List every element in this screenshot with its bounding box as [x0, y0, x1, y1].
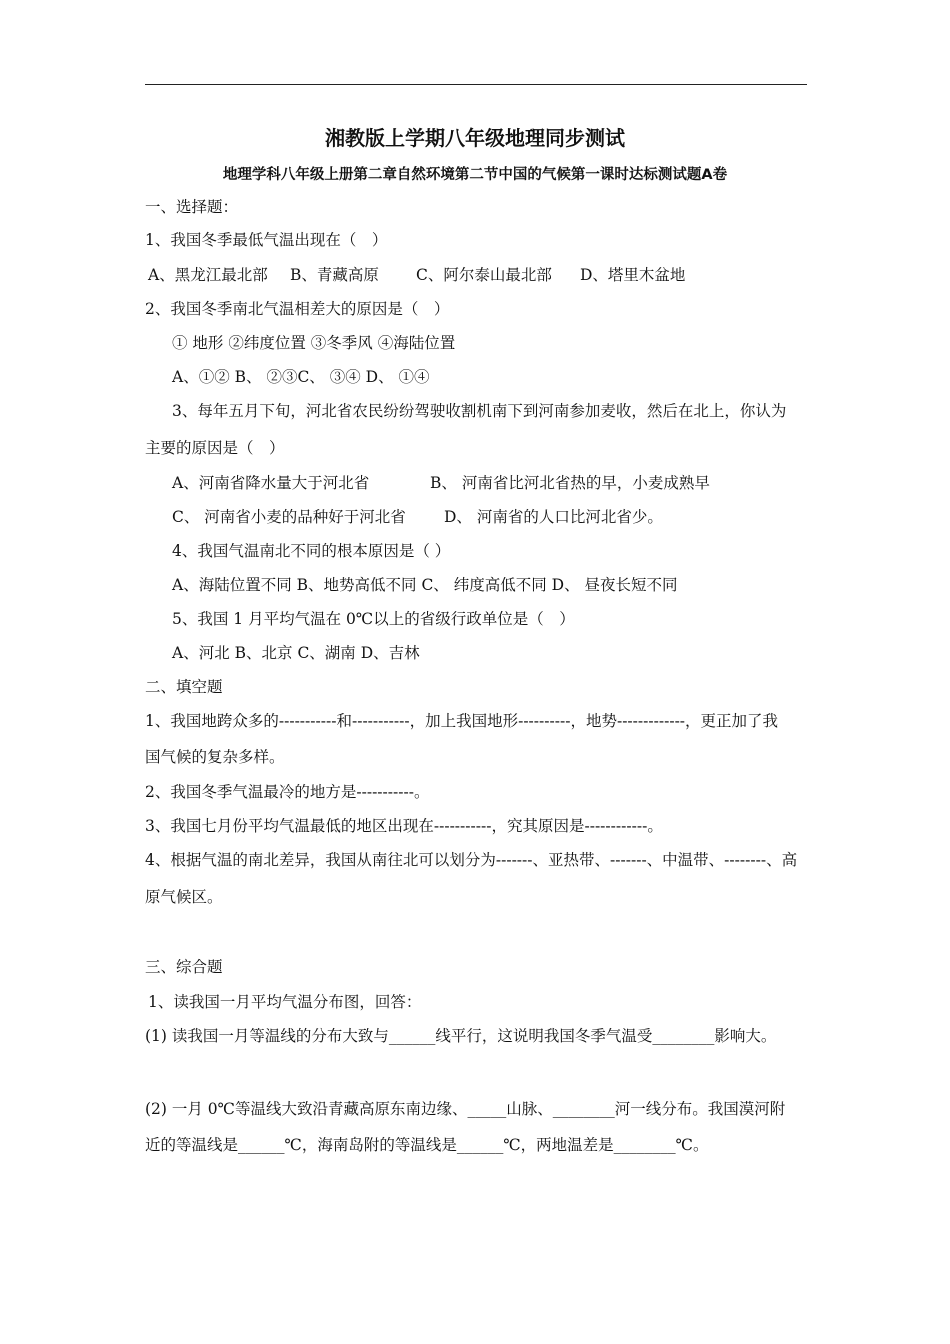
fill-q1-line2: 国气候的复杂多样。: [145, 748, 285, 766]
q3-options-row2: [172, 507, 663, 527]
q4-options: A、海陆位置不同 B、地势高低不同 C、 纬度高低不同 D、 昼夜长短不同: [172, 576, 678, 594]
q3-options-row1: [172, 473, 710, 493]
q2-options: A、①② B、 ②③C、 ③④ D、 ①④: [172, 368, 430, 386]
q3-option-c: C、 河南省小麦的品种好于河北省: [172, 508, 406, 526]
comp-q1-part2-line2: 近的等温线是______℃，海南岛附的等温线是______℃，两地温差是________℃。: [145, 1136, 709, 1154]
q1-option-d: D、塔里木盆地: [580, 266, 686, 284]
q1-stem: 1、我国冬季最低气温出现在（ ）: [145, 231, 388, 249]
fill-q2: 2、我国冬季气温最冷的地方是-----------。: [145, 783, 430, 801]
q2-stem: 2、我国冬季南北气温相差大的原因是（ ）: [145, 300, 450, 318]
q3-stem-line2: 主要的原因是（ ）: [145, 439, 285, 457]
page-subtitle: 地理学科八年级上册第二章自然环境第二节中国的气候第一课时达标测试题A卷: [222, 167, 728, 183]
q3-option-d: D、 河南省的人口比河北省少。: [444, 508, 663, 526]
q3-option-b: B、 河南省比河北省热的早，小麦成熟早: [430, 474, 710, 492]
q5-options: A、河北 B、北京 C、湖南 D、吉林: [172, 644, 420, 662]
q5-stem: 5、我国 1 月平均气温在 0℃以上的省级行政单位是（ ）: [172, 610, 575, 628]
section2-heading: 二、填空题: [145, 678, 223, 696]
comp-q1: 1、读我国一月平均气温分布图，回答：: [148, 993, 422, 1011]
q1-option-b: B、青藏高原: [290, 266, 379, 284]
comp-q1-part1: (1) 读我国一月等温线的分布大致与______线平行，这说明我国冬季气温受________影响大。: [145, 1027, 777, 1045]
q4-stem: 4、我国气温南北不同的根本原因是（ ）: [172, 542, 451, 560]
q3-option-a: A、河南省降水量大于河北省: [172, 474, 370, 492]
page-title: 湘教版上学期八年级地理同步测试: [325, 126, 625, 150]
q1-option-c: C、阿尔泰山最北部: [416, 266, 552, 284]
fill-q4-line1: 4、根据气温的南北差异，我国从南往北可以划分为-------、亚热带、-------、中温带、--------、高: [145, 851, 798, 869]
q2-items: ① 地形 ②纬度位置 ③冬季风 ④海陆位置: [172, 334, 456, 352]
section3-heading: 三、综合题: [145, 958, 223, 976]
fill-q4-line2: 原气候区。: [145, 888, 223, 906]
section1-heading: 一、选择题：: [145, 198, 239, 216]
fill-q3: 3、我国七月份平均气温最低的地区出现在-----------，究其原因是------------。: [145, 817, 663, 835]
comp-q1-part2-line1: (2) 一月 0℃等温线大致沿青藏高原东南边缘、_____山脉、________河一线分布。我国漠河附: [145, 1100, 786, 1118]
q3-stem-line1: 3、每年五月下旬，河北省农民纷纷驾驶收割机南下到河南参加麦收，然后在北上，你认为: [172, 402, 787, 420]
fill-q1-line1: 1、我国地跨众多的-----------和-----------，加上我国地形----------，地势-------------，更正加了我: [145, 712, 779, 730]
q1-option-a: A、黑龙江最北部: [148, 266, 268, 284]
header-rule: [145, 84, 807, 85]
q1-options: [148, 265, 685, 285]
